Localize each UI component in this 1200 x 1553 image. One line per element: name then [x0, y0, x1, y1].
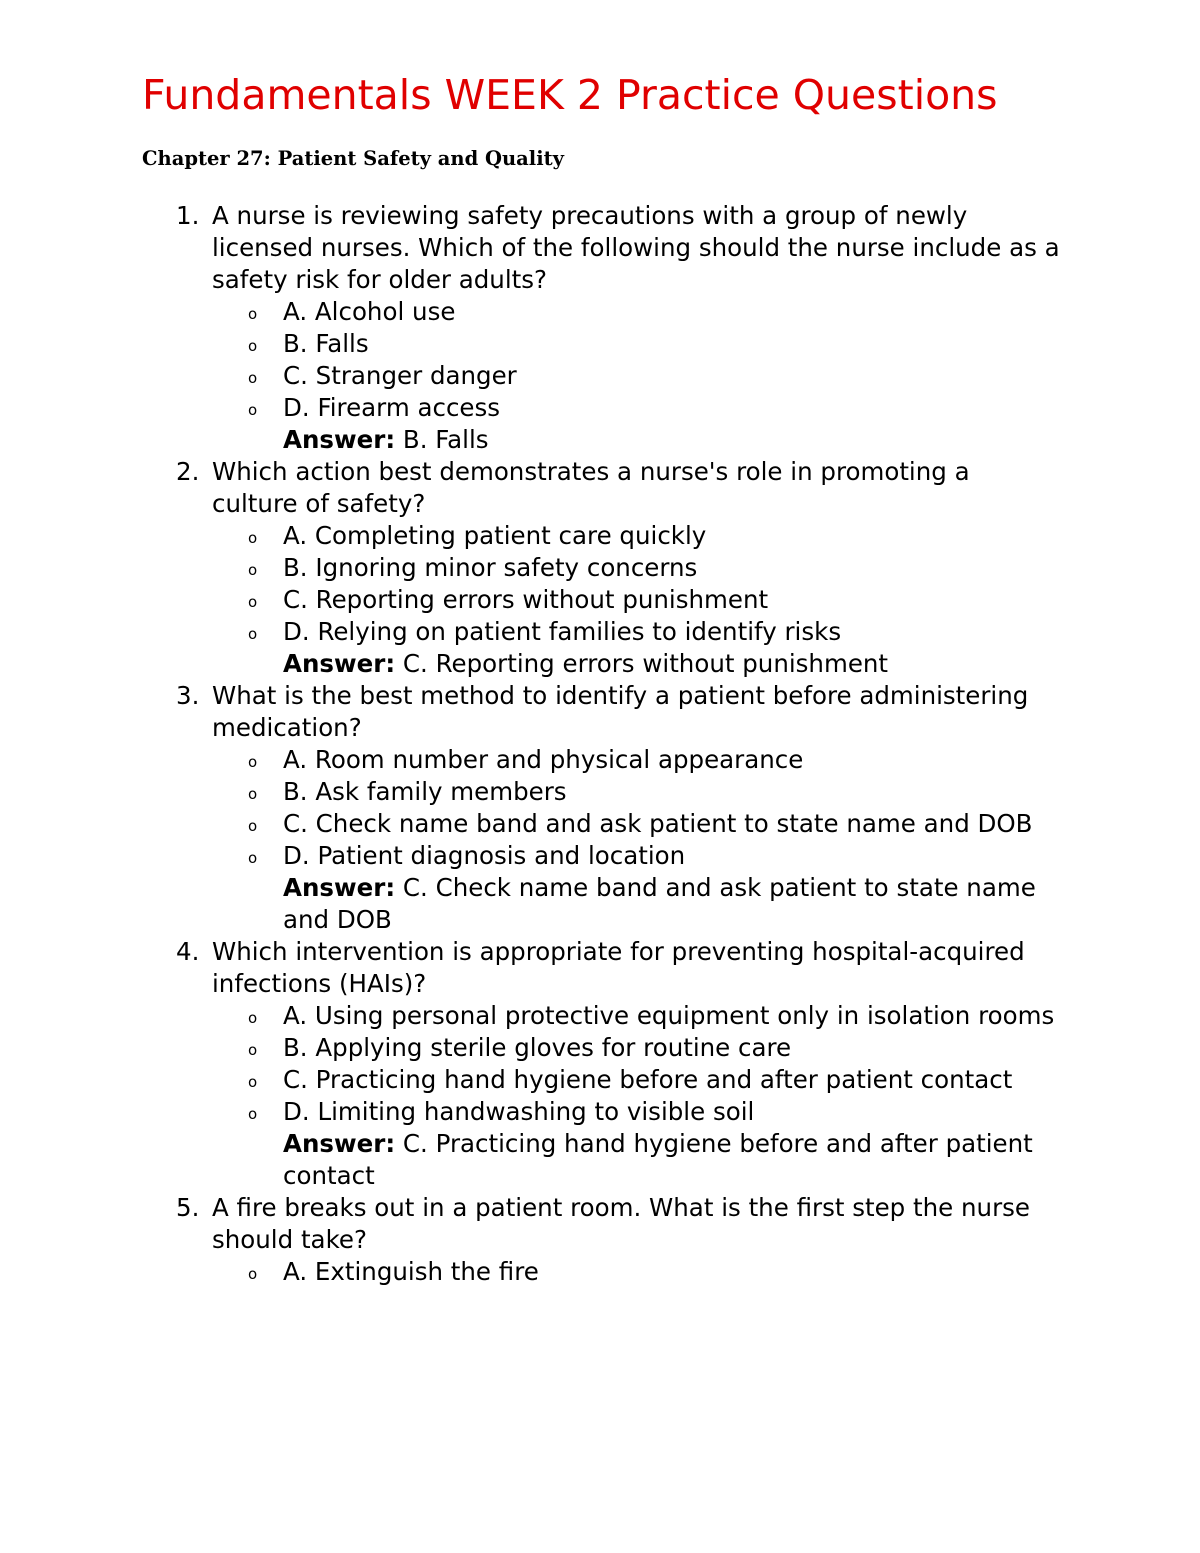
option-list	[0, 296, 1200, 424]
option-item	[0, 1000, 1200, 1032]
option-text: D. Firearm access	[283, 393, 501, 422]
circle-bullet-icon: o	[248, 561, 258, 579]
answer-value: B. Falls	[402, 425, 489, 454]
answer-label: Answer:	[283, 873, 396, 902]
question-item	[0, 456, 1200, 680]
circle-bullet-icon: o	[248, 625, 258, 643]
answer-line	[283, 648, 1063, 680]
question-item	[0, 1192, 1200, 1288]
option-text: A. Using personal protective equipment only in isolation rooms	[283, 1001, 1055, 1030]
option-item	[0, 1064, 1200, 1096]
option-text: B. Ignoring minor safety concerns	[283, 553, 698, 582]
circle-bullet-icon: o	[248, 593, 258, 611]
option-item	[0, 360, 1200, 392]
circle-bullet-icon: o	[248, 401, 258, 419]
answer-line	[283, 1128, 1063, 1192]
circle-bullet-icon: o	[248, 529, 258, 547]
document-title: Fundamentals WEEK 2 Practice Questions	[142, 71, 998, 119]
option-item	[0, 1032, 1200, 1064]
option-item	[0, 1256, 1200, 1288]
option-list	[0, 1256, 1200, 1288]
option-item	[0, 328, 1200, 360]
answer-value: C. Reporting errors without punishment	[402, 649, 889, 678]
circle-bullet-icon: o	[248, 785, 258, 803]
question-item	[0, 936, 1200, 1192]
option-text: A. Room number and physical appearance	[283, 745, 804, 774]
question-text: A fire breaks out in a patient room. What is the first step the nurse should take?	[212, 1193, 1030, 1254]
option-text: B. Falls	[283, 329, 369, 358]
answer-value: C. Check name band and ask patient to state name and DOB	[283, 873, 1036, 934]
option-text: A. Completing patient care quickly	[283, 521, 707, 550]
question-text: Which action best demonstrates a nurse's role in promoting a culture of safety?	[212, 457, 970, 518]
question-number: 1.	[176, 201, 200, 230]
option-text: C. Reporting errors without punishment	[283, 585, 769, 614]
option-item	[0, 520, 1200, 552]
question-text: Which intervention is appropriate for preventing hospital-acquired infections (HAIs)?	[212, 937, 1025, 998]
answer-value: C. Practicing hand hygiene before and after patient contact	[283, 1129, 1033, 1190]
answer-label: Answer:	[283, 1129, 396, 1158]
option-text: D. Limiting handwashing to visible soil	[283, 1097, 755, 1126]
option-item	[0, 584, 1200, 616]
question-item	[0, 200, 1200, 456]
option-text: D. Relying on patient families to identify risks	[283, 617, 842, 646]
question-number: 2.	[176, 457, 200, 486]
answer-line	[283, 872, 1063, 936]
circle-bullet-icon: o	[248, 817, 258, 835]
option-item	[0, 392, 1200, 424]
circle-bullet-icon: o	[248, 1009, 258, 1027]
circle-bullet-icon: o	[248, 753, 258, 771]
question-number: 3.	[176, 681, 200, 710]
circle-bullet-icon: o	[248, 1073, 258, 1091]
answer-label: Answer:	[283, 649, 396, 678]
circle-bullet-icon: o	[248, 849, 258, 867]
answer-line	[283, 424, 1063, 456]
circle-bullet-icon: o	[248, 1265, 258, 1283]
option-text: C. Check name band and ask patient to state name and DOB	[283, 809, 1033, 838]
question-number: 5.	[176, 1193, 200, 1222]
answer-label: Answer:	[283, 425, 396, 454]
option-text: C. Practicing hand hygiene before and after patient contact	[283, 1065, 1013, 1094]
option-item	[0, 840, 1200, 872]
circle-bullet-icon: o	[248, 369, 258, 387]
option-item	[0, 744, 1200, 776]
question-text: What is the best method to identify a patient before administering medication?	[212, 681, 1029, 742]
option-list	[0, 744, 1200, 872]
option-list	[0, 520, 1200, 648]
question-list	[0, 200, 1200, 1288]
option-item	[0, 808, 1200, 840]
option-item	[0, 552, 1200, 584]
question-text: A nurse is reviewing safety precautions with a group of newly licensed nurses. Which of the following should the nurse include as a safety risk for older adults?	[212, 201, 1060, 294]
question-item	[0, 680, 1200, 936]
chapter-heading: Chapter 27: Patient Safety and Quality	[142, 147, 564, 170]
option-item	[0, 776, 1200, 808]
option-text: B. Applying sterile gloves for routine care	[283, 1033, 792, 1062]
option-text: A. Alcohol use	[283, 297, 456, 326]
circle-bullet-icon: o	[248, 337, 258, 355]
option-list	[0, 1000, 1200, 1128]
option-text: D. Patient diagnosis and location	[283, 841, 686, 870]
circle-bullet-icon: o	[248, 305, 258, 323]
option-text: C. Stranger danger	[283, 361, 517, 390]
question-number: 4.	[176, 937, 200, 966]
circle-bullet-icon: o	[248, 1105, 258, 1123]
option-item	[0, 1096, 1200, 1128]
option-text: B. Ask family members	[283, 777, 567, 806]
option-item	[0, 296, 1200, 328]
option-text: A. Extinguish the fire	[283, 1257, 539, 1286]
option-item	[0, 616, 1200, 648]
circle-bullet-icon: o	[248, 1041, 258, 1059]
